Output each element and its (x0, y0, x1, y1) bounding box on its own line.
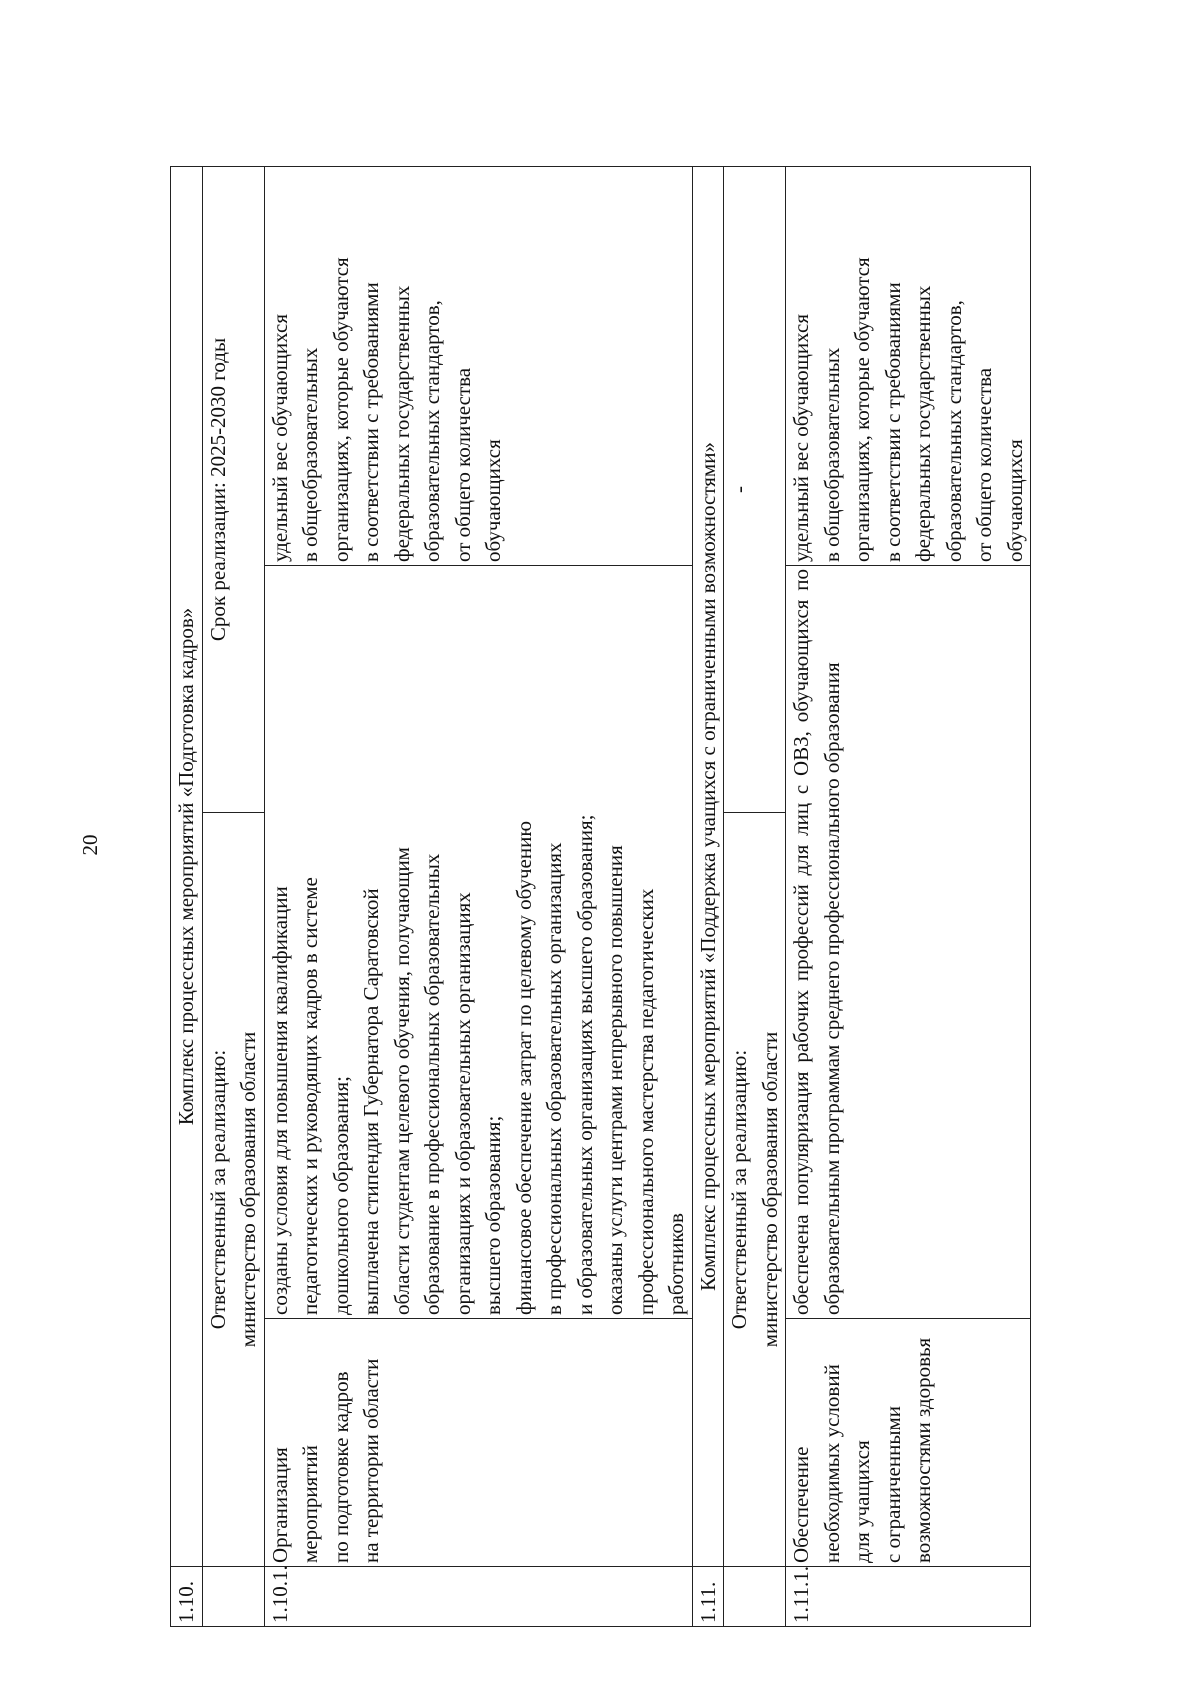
period-cell: - (724, 167, 786, 813)
section-number: 1.11. (692, 1567, 724, 1627)
item-name: Организация мероприятий по подготовке кадров на территории области (264, 1319, 692, 1567)
item-name: Обеспечение необходимых условий для учащихся с ограниченными возможностями здоровья (786, 1319, 1031, 1567)
section-title: Комплекс процессных мероприятий «Подготовка кадров» (171, 167, 203, 1567)
responsible-row (202, 167, 264, 1627)
item-number: 1.11.1. (786, 1567, 1031, 1627)
item-row (786, 167, 1031, 1627)
item-row (264, 167, 692, 1627)
item-number: 1.10.1. (264, 1567, 692, 1627)
responsible-cell (202, 813, 264, 1567)
section-title: Комплекс процессных мероприятий «Поддержка учащихся с ограниченными возможностями» (692, 167, 724, 1567)
rotated-table-container (170, 167, 1128, 1627)
item-indicator: удельный вес обучающихся в общеобразовательных организациях, которые обучаются в соответствии с требованиями федеральных государственных образовательных стандартов, от общего количества обучающихся (267, 257, 505, 562)
section-title-row (692, 167, 724, 1627)
item-results: обеспечена популяризация рабочих профессий для лиц с ОВЗ, обучающихся по образовательным программам среднего профессионального образования (786, 565, 1030, 1318)
responsible-label: Ответственный за реализацию: (727, 1049, 751, 1330)
activities-table (170, 166, 1031, 1627)
responsible-label: Ответственный за реализацию: (205, 1049, 230, 1330)
responsible-row (724, 167, 786, 1627)
section-number: 1.10. (171, 1567, 203, 1627)
responsible-cell (724, 813, 786, 1567)
period-cell: Срок реализации: 2025-2030 годы (202, 167, 264, 813)
page-number: 20 (78, 834, 102, 856)
item-results-cell (786, 167, 1031, 1319)
item-indicator: удельный вес обучающихся в общеобразовательных организациях, которые обучаются в соответствии с требованиями федеральных государственных образовательных стандартов, от общего количества обучающихся (789, 257, 1027, 562)
item-results-cell (264, 167, 692, 1319)
responsible-value: министерство образования области (757, 1031, 782, 1348)
item-results: созданы условия для повышения квалификации педагогических и руководящих кадров в системе дошкольного образования; выплачена стипендия Губернатора Саратовской области студентам целевого обучения, получающим образование в профессиональных образовательных организациях и образовательных организациях высшего образования; финансовое обеспечение затрат по целевому обучению в профессиональных образовательных организациях и образовательных организациях высшего образования; оказаны услуги центрами непрерывного повышения профессионального мастерства педагогических работников (265, 565, 692, 1318)
responsible-value: министерство образования области (236, 1031, 260, 1348)
section-title-row (171, 167, 203, 1627)
